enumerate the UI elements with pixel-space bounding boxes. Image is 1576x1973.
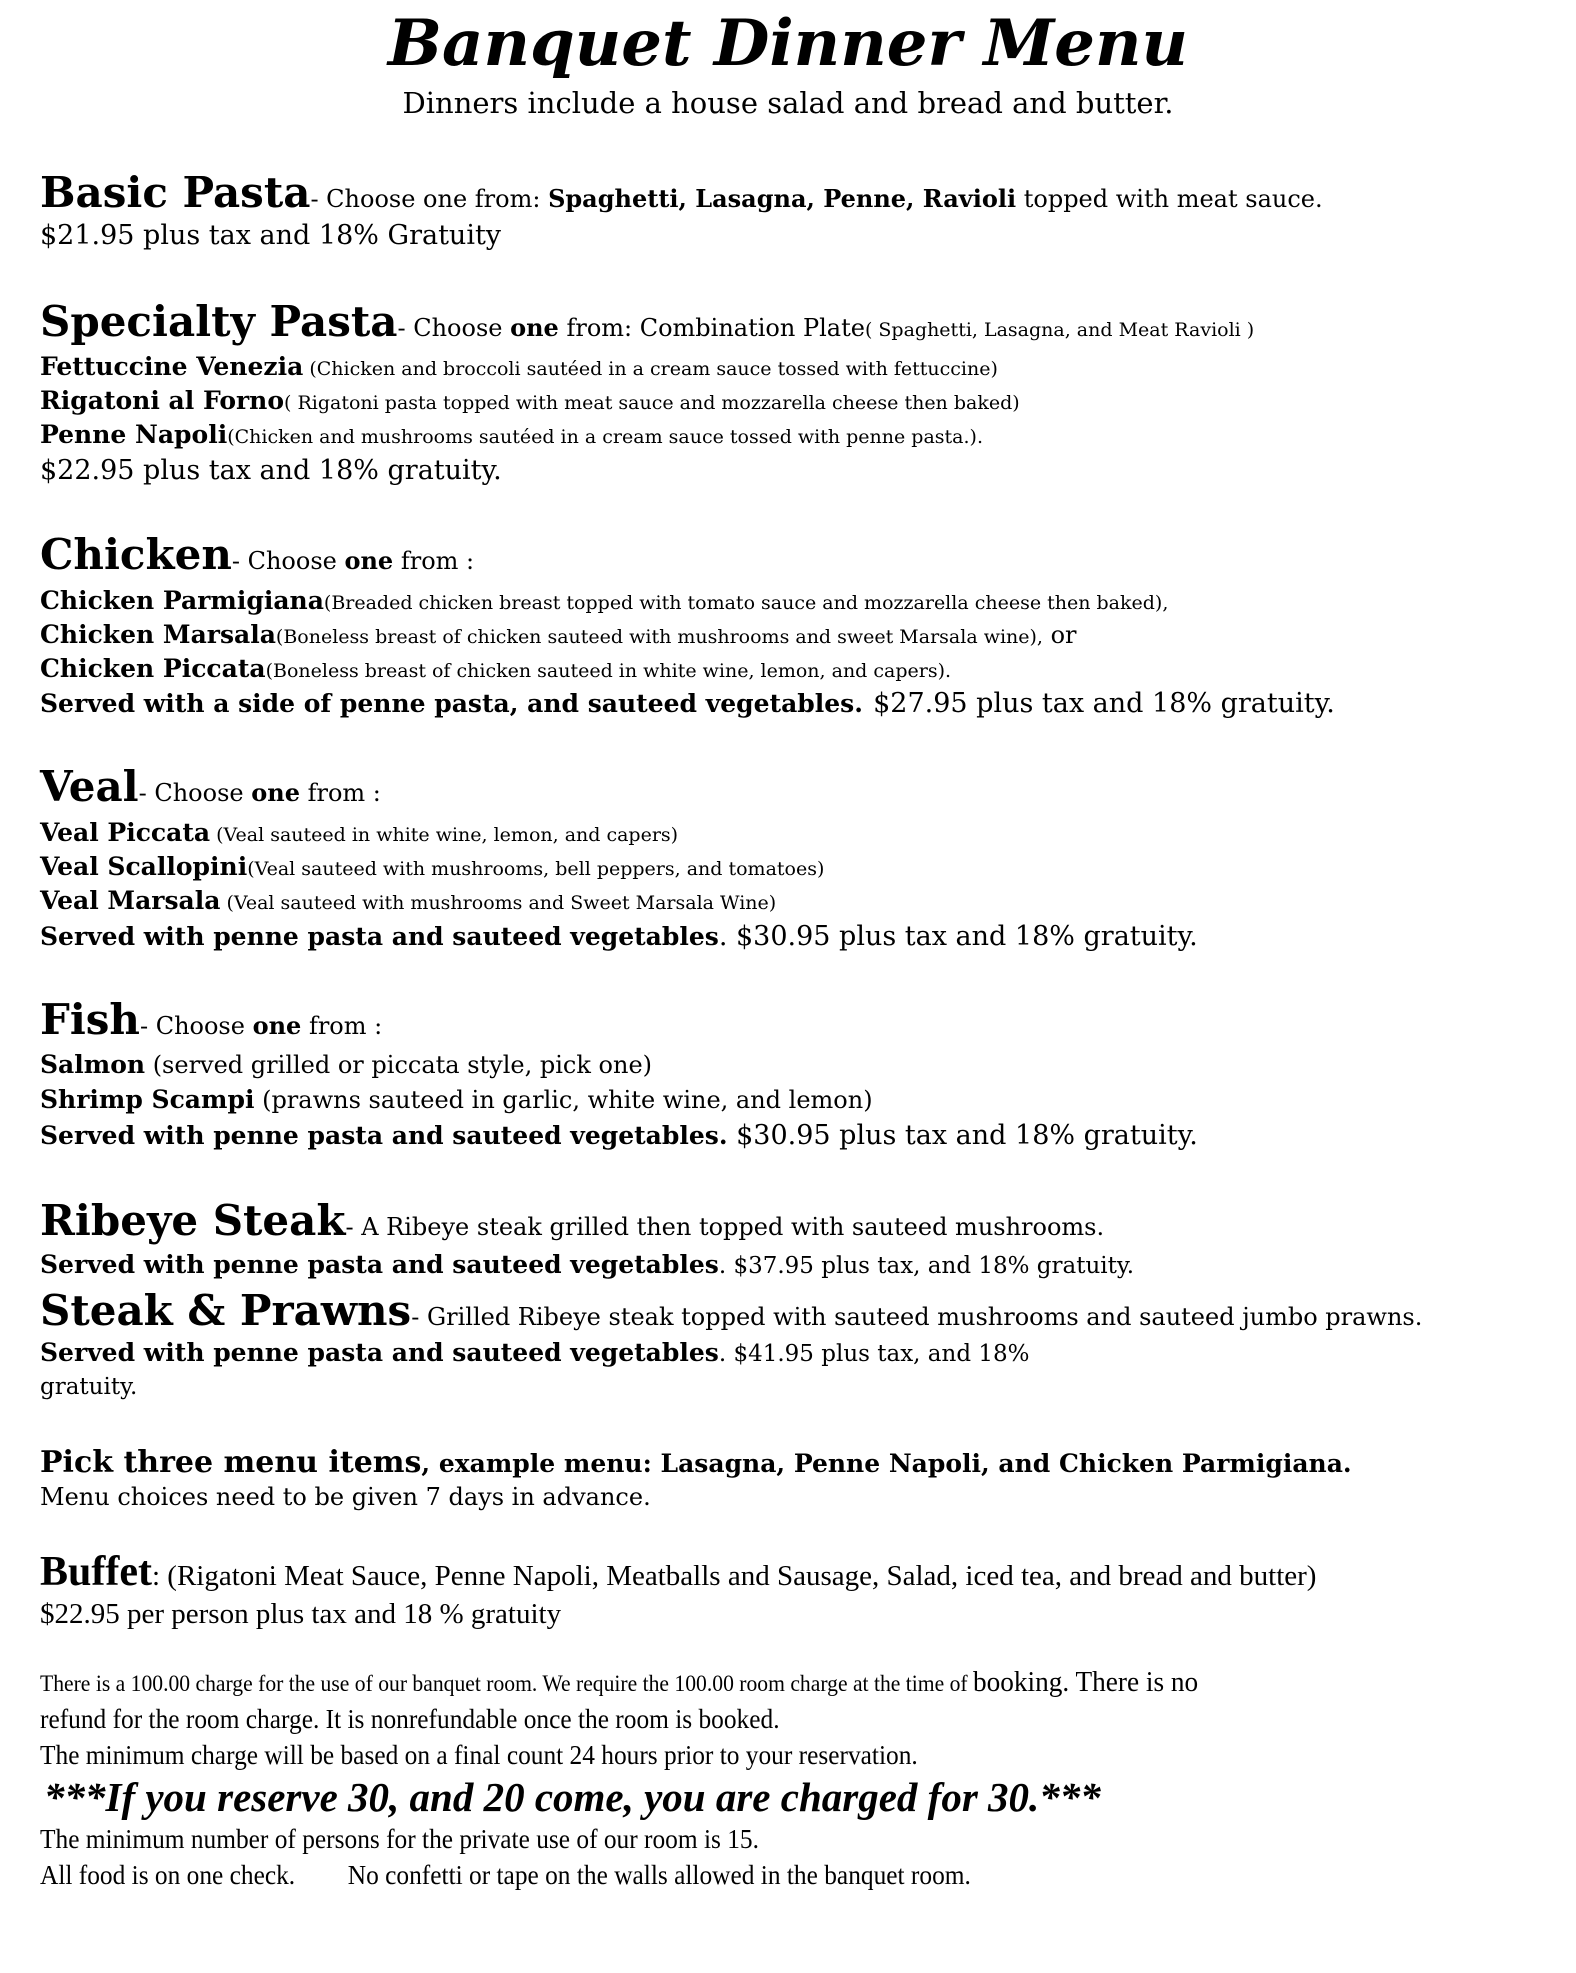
item-name: Rigatoni al Forno — [40, 386, 285, 415]
item-name: Chicken Parmigiana — [40, 586, 324, 615]
specialty-pasta-intro-one: one — [510, 313, 559, 342]
policy-line: The minimum number of persons for the private use of our room is 15. — [40, 1824, 759, 1854]
item-desc: (served grilled or piccata style, pick one) — [145, 1051, 653, 1079]
specialty-pasta-price: $22.95 plus tax and 18% gratuity. — [40, 455, 502, 486]
policy-text: No confetti or tape on the walls allowed in the banquet room. — [347, 1860, 971, 1890]
basic-pasta-intro: - Choose one from: — [310, 185, 549, 213]
chicken-heading — [40, 530, 474, 579]
ribeye-heading — [40, 1196, 1104, 1245]
item-tail: or — [1042, 621, 1077, 649]
specialty-pasta-combo-desc: ( Spaghetti, Lasagna, and Meat Ravioli ) — [864, 319, 1255, 341]
veal-served — [40, 921, 1198, 952]
ribeye-intro: - A Ribeye steak grilled then topped with sauteed mushrooms. — [345, 1213, 1105, 1241]
chicken-item — [40, 586, 1168, 615]
specialty-pasta-title: Specialty Pasta — [40, 297, 398, 346]
item-name: Penne Napoli — [40, 420, 228, 449]
item-desc: (Veal sauteed in white wine, lemon, and capers) — [210, 824, 679, 846]
item-name: Chicken Marsala — [40, 620, 276, 649]
served-note: Served with penne pasta and sauteed vegetables — [40, 1250, 719, 1279]
specialty-pasta-intro-from: from: Combination Plate — [558, 314, 865, 342]
pick-three-note: Menu choices need to be given 7 days in advance. — [40, 1483, 651, 1511]
chicken-item — [40, 620, 1077, 649]
buffet-heading — [40, 1548, 1316, 1596]
item-name: Veal Scallopini — [40, 852, 248, 881]
item-desc: (Chicken and broccoli sautéed in a cream sauce tossed with fettuccine) — [303, 358, 998, 380]
fish-title: Fish — [40, 995, 140, 1044]
ribeye-title: Ribeye Steak — [40, 1196, 346, 1245]
chicken-intro: - Choose — [231, 547, 345, 575]
policy-line: The minimum charge will be based on a final count 24 hours prior to your reservation. — [40, 1740, 918, 1770]
specialty-item — [40, 420, 983, 449]
buffet-title: Buffet — [40, 1549, 152, 1595]
pick-three-title: Pick three menu items — [40, 1445, 422, 1480]
steak-prawns-price-cont: gratuity. — [40, 1374, 138, 1400]
ribeye-price: . $37.95 plus tax, and 18% gratuity. — [718, 1253, 1135, 1279]
veal-intro-one: one — [251, 778, 300, 807]
veal-item — [40, 886, 776, 915]
veal-heading — [40, 762, 381, 811]
served-note: Served with penne pasta and sauteed vegetables — [40, 1338, 719, 1367]
item-name: Salmon — [40, 1050, 146, 1079]
steak-prawns-served — [40, 1338, 1029, 1367]
veal-price: . $30.95 plus tax and 18% gratuity. — [718, 921, 1198, 952]
item-name: Chicken Piccata — [40, 654, 266, 683]
chicken-served — [40, 688, 1335, 719]
steak-prawns-intro: - Grilled Ribeye steak topped with sauteed mushrooms and sauteed jumbo prawns. — [411, 1303, 1423, 1331]
policy-text: There is a 100.00 charge for the use of our banquet room. We require the 100.00 room charge at the time of — [40, 1671, 974, 1696]
chicken-intro-one: one — [344, 546, 394, 575]
served-note: Served with penne pasta and sauteed vegetables — [40, 922, 719, 951]
item-desc: (Veal sauteed with mushrooms, bell peppers, and tomatoes) — [247, 858, 825, 880]
page-subtitle: Dinners include a house salad and bread and butter. — [402, 86, 1174, 120]
item-desc: (Breaded chicken breast topped with tomato sauce and mozzarella cheese then baked), — [323, 592, 1169, 614]
pick-three-heading — [40, 1445, 1352, 1480]
steak-prawns-title: Steak & Prawns — [40, 1286, 412, 1335]
item-desc: (Boneless breast of chicken sauteed in white wine, lemon, and capers). — [265, 660, 952, 682]
policy-line — [40, 1666, 1198, 1699]
fish-item — [40, 1050, 652, 1079]
specialty-item — [40, 386, 1020, 415]
veal-intro: - Choose — [138, 779, 252, 807]
fish-heading — [40, 995, 382, 1044]
item-name: Veal Marsala — [40, 886, 221, 915]
specialty-pasta-heading — [40, 297, 1254, 346]
policy-text: booking. There is no — [973, 1666, 1199, 1698]
buffet-desc: : (Rigatoni Meat Sauce, Penne Napoli, Meatballs and Sausage, Salad, iced tea, and bread and butter) — [151, 1560, 1317, 1592]
fish-served — [40, 1120, 1198, 1151]
steak-prawns-price: . $41.95 plus tax, and 18% — [718, 1341, 1030, 1367]
policy-warning: ***If you reserve 30, and 20 come, you are charged for 30.*** — [44, 1774, 1101, 1820]
policy-line — [40, 1860, 971, 1891]
steak-prawns-heading — [40, 1286, 1422, 1335]
basic-pasta-price: $21.95 plus tax and 18% Gratuity — [40, 220, 502, 251]
chicken-title: Chicken — [40, 530, 232, 579]
veal-intro-from: from : — [299, 779, 381, 807]
item-desc: (prawns sauteed in garlic, white wine, and lemon) — [254, 1086, 873, 1114]
basic-pasta-options: Spaghetti, Lasagna, Penne, Ravioli — [548, 184, 1017, 213]
served-note: Served with penne pasta and sauteed vegetables. — [40, 1121, 728, 1150]
served-note: Served with a side of penne pasta, and sauteed vegetables. — [40, 689, 863, 718]
chicken-intro-from: from : — [393, 547, 475, 575]
basic-pasta-after: topped with meat sauce. — [1016, 185, 1323, 213]
item-desc: (Veal sauteed with mushrooms and Sweet Marsala Wine) — [220, 892, 777, 914]
basic-pasta-heading — [40, 168, 1323, 217]
fish-intro-from: from : — [301, 1012, 383, 1040]
specialty-item — [40, 352, 998, 381]
item-desc: ( Rigatoni pasta topped with meat sauce and mozzarella cheese then baked) — [284, 392, 1020, 414]
item-name: Veal Piccata — [40, 818, 211, 847]
specialty-pasta-intro: - Choose — [397, 314, 511, 342]
item-name: Fettuccine Venezia — [40, 352, 304, 381]
buffet-price: $22.95 per person plus tax and 18 % gratuity — [40, 1598, 562, 1630]
pick-three-example: , example menu: Lasagna, Penne Napoli, and Chicken Parmigiana. — [421, 1449, 1352, 1478]
item-desc: (Boneless breast of chicken sauteed with mushrooms and sweet Marsala wine), — [275, 626, 1043, 648]
fish-item — [40, 1085, 873, 1114]
ribeye-served — [40, 1250, 1134, 1279]
policy-line: refund for the room charge. It is nonrefundable once the room is booked. — [40, 1704, 780, 1734]
fish-intro-one: one — [252, 1011, 302, 1040]
basic-pasta-title: Basic Pasta — [40, 168, 311, 217]
fish-price: $30.95 plus tax and 18% gratuity. — [727, 1120, 1198, 1151]
veal-title: Veal — [40, 762, 139, 811]
item-desc: (Chicken and mushrooms sautéed in a cream sauce tossed with penne pasta.). — [227, 426, 984, 448]
chicken-price: $27.95 plus tax and 18% gratuity. — [873, 688, 1335, 719]
fish-intro: - Choose — [139, 1012, 253, 1040]
chicken-item — [40, 654, 951, 683]
page-title: Banquet Dinner Menu — [387, 6, 1189, 81]
veal-item — [40, 852, 824, 881]
policy-text: All food is on one check. — [40, 1860, 296, 1890]
veal-item — [40, 818, 678, 847]
item-name: Shrimp Scampi — [40, 1085, 255, 1114]
